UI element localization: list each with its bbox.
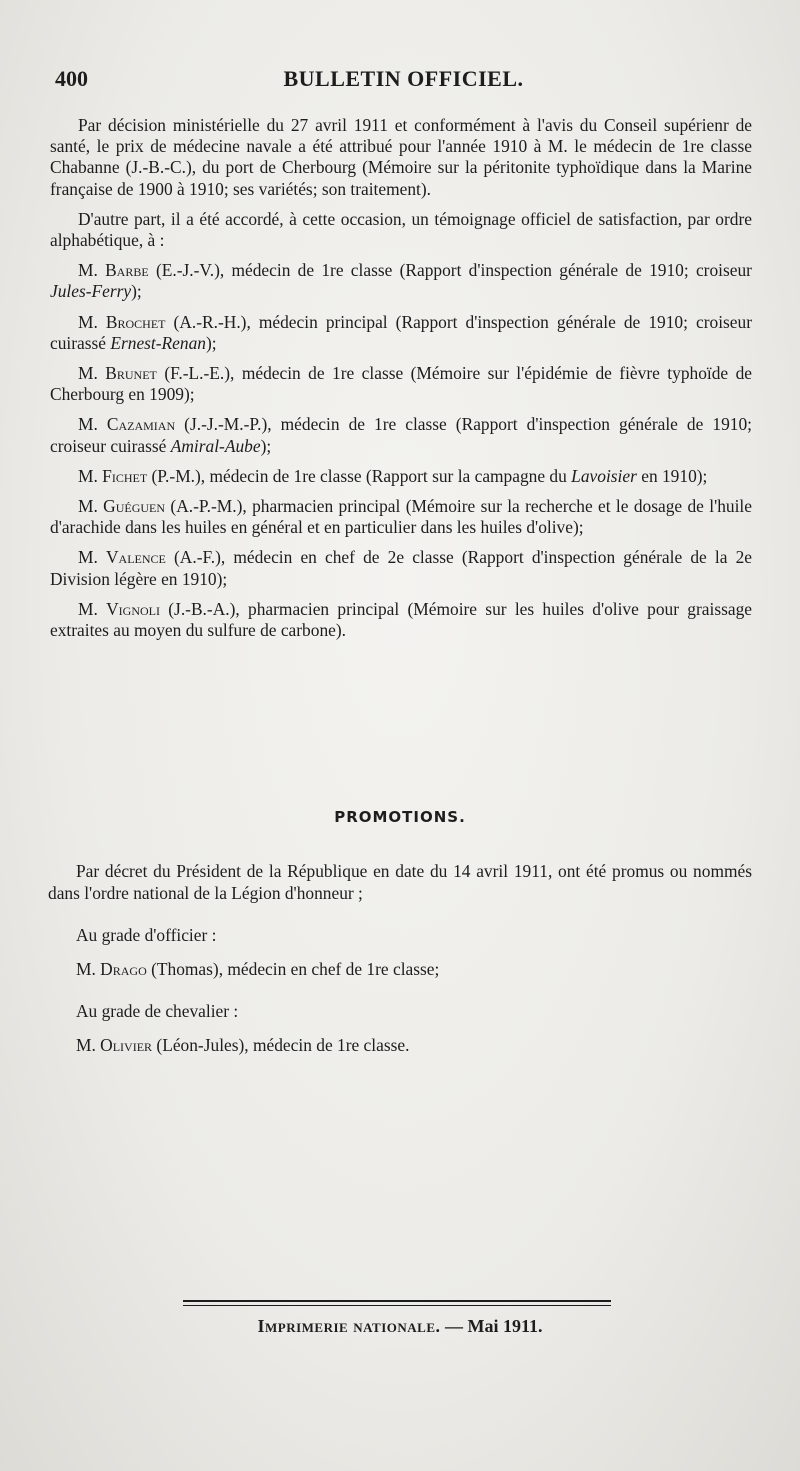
promotions-body	[48, 860, 752, 1056]
entry-name: Barbe	[105, 260, 149, 281]
imprint-date: — Mai 1911.	[440, 1316, 543, 1336]
entry-name: Drago	[100, 959, 147, 979]
entry-name: Valence	[105, 547, 166, 568]
prize-paragraph: Par décision ministérielle du 27 avril 1911 et conformément à l'avis du Conseil supérienr de santé, le prix de médecine navale a été attribué pour l'année 1910 à M. le médecin de 1re classe Chabanne (J.-B.-C.), du port de Cherbourg (Mémoire sur la péritonite typhoïdique dans la Marine française de 1900 à 1910; ses variétés; son traitement).	[50, 115, 752, 199]
entry-valence: M. Valence (A.-F.), médecin en chef de 2e classe (Rapport d'inspection générale de la 2e Division légère en 1910);	[50, 547, 752, 589]
entry-fichet: M. Fichet (P.-M.), médecin de 1re classe (Rapport sur la campagne du Lavoisier en 1910);	[78, 465, 708, 486]
promotions-heading: PROMOTIONS.	[334, 808, 466, 826]
entry-gueguen: M. Guéguen (A.-P.-M.), pharmacien principal (Mémoire sur la recherche et le dosage de l'huile d'arachide dans les huiles en général et en particulier dans les huiles d'olive);	[50, 496, 752, 538]
page-number: 400	[55, 66, 88, 91]
printer-name: Imprimerie nationale.	[257, 1316, 441, 1336]
officer-entry: M. Drago (Thomas), médecin en chef de 1re classe;	[76, 959, 440, 979]
printer-imprint	[0, 1316, 800, 1337]
footer-rule-thin	[183, 1305, 611, 1306]
entry-name: Vignoli	[106, 598, 160, 619]
entry-vignoli: M. Vignoli (J.-B.-A.), pharmacien principal (Mémoire sur les huiles d'olive pour graissage extraites au moyen du sulfure de carbone).	[50, 598, 752, 641]
promotions-intro: Par décret du Président de la République en date du 14 avril 1911, ont été promus ou nommés dans l'ordre national de la Légion d'honneur ;	[48, 861, 752, 903]
page-header	[55, 66, 752, 96]
running-title: BULLETIN OFFICIEL.	[283, 66, 524, 91]
entry-cazamian: M. Cazamian (J.-J.-M.-P.), médecin de 1re classe (Rapport d'inspection générale de 1910; croiseur cuirassé Amiral-Aube);	[50, 414, 752, 456]
footer-rule-thick	[183, 1300, 611, 1302]
officer-heading: Au grade d'officier :	[76, 925, 217, 945]
announcements-body	[50, 115, 752, 641]
entry-name: Guéguen	[103, 496, 166, 517]
entry-name: Cazamian	[106, 414, 176, 435]
knight-heading: Au grade de chevalier :	[76, 1001, 239, 1021]
knight-entry: M. Olivier (Léon-Jules), médecin de 1re classe.	[76, 1035, 410, 1055]
entry-name: Brunet	[105, 363, 157, 384]
entry-brunet: M. Brunet (F.-L.-E.), médecin de 1re classe (Mémoire sur l'épidémie de fièvre typhoïde de Cherbourg en 1909);	[50, 363, 752, 405]
entry-name: Brochet	[105, 311, 166, 332]
entry-name: Fichet	[102, 465, 148, 486]
entry-name: Olivier	[100, 1035, 153, 1055]
entry-brochet: M. Brochet (A.-R.-H.), médecin principal (Rapport d'inspection générale de 1910; croiseur cuirassé Ernest-Renan);	[50, 311, 752, 353]
satisfaction-paragraph: D'autre part, il a été accordé, à cette occasion, un témoignage officiel de satisfaction, par ordre alphabétique, à :	[50, 208, 752, 251]
entry-barbe: M. Barbe (E.-J.-V.), médecin de 1re classe (Rapport d'inspection générale de 1910; croiseur Jules-Ferry);	[50, 260, 752, 302]
footer-rule	[183, 1300, 611, 1308]
